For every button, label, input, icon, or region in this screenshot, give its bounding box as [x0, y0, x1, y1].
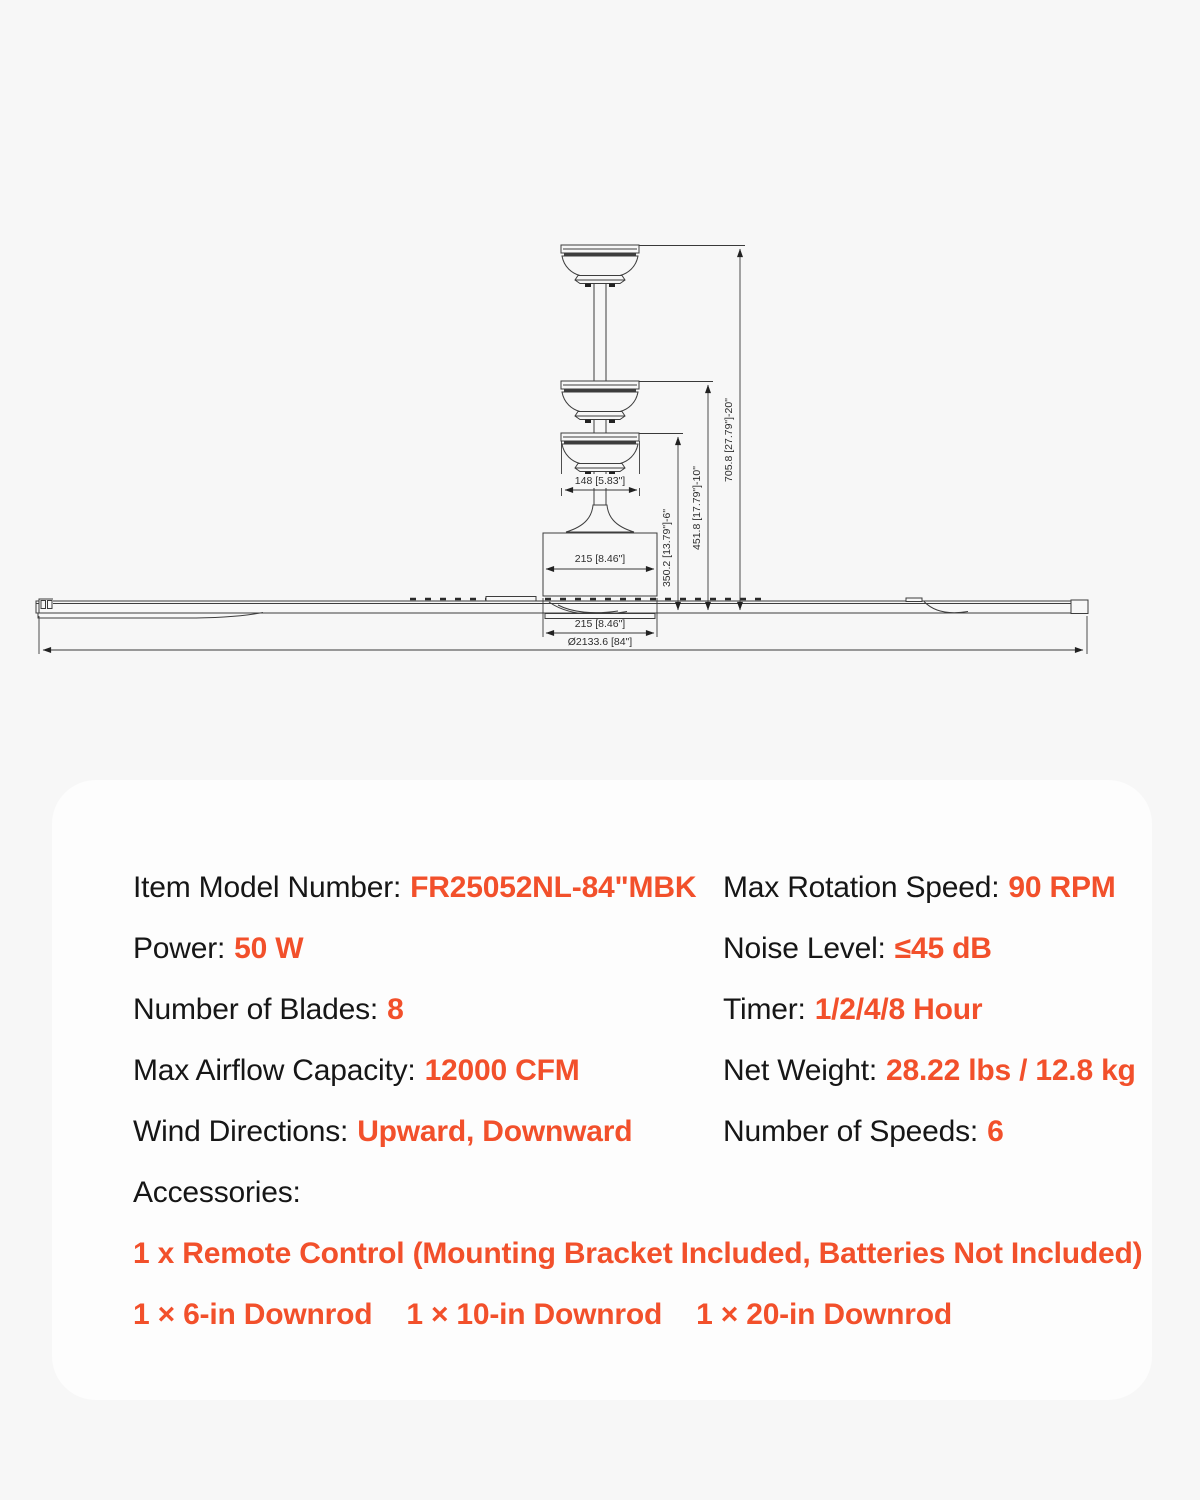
- dim-drop-6in: 350.2 [13.79"]-6": [661, 508, 673, 588]
- accessory-downrod-20in: 1 × 20-in Downrod: [696, 1297, 952, 1331]
- spec-label: Power:: [133, 931, 226, 965]
- spec-wind-directions: [133, 1101, 723, 1162]
- dim-drop-heights: [639, 246, 745, 611]
- spec-max-airflow: [133, 1040, 723, 1101]
- dim-blade-sweep: [39, 616, 1087, 654]
- spec-value: 12000 CFM: [424, 1053, 580, 1087]
- spec-value: Upward, Downward: [357, 1114, 633, 1148]
- spec-label: Number of Blades:: [133, 992, 379, 1026]
- spec-timer: [723, 979, 1142, 1040]
- spec-item-model-number: [133, 857, 723, 918]
- spec-label: Noise Level:: [723, 931, 886, 965]
- accessory-remote-control: 1 x Remote Control (Mounting Bracket Included, Batteries Not Included): [133, 1236, 1143, 1270]
- canopy-20in: [561, 245, 639, 287]
- spec-value: 1/2/4/8 Hour: [814, 992, 983, 1026]
- spec-max-rotation-speed: [723, 857, 1142, 918]
- fan-blades: [36, 597, 1088, 619]
- motor-housing: [543, 533, 657, 596]
- svg-text:148 [5.83"]: 148 [5.83"]: [574, 475, 626, 487]
- spec-value: 6: [987, 1114, 1004, 1148]
- dim-drop-10in: 451.8 [17.79"]-10": [691, 466, 703, 550]
- spec-label: Timer:: [723, 992, 806, 1026]
- spec-number-of-speeds: [723, 1101, 1142, 1162]
- spec-grid: [133, 857, 1143, 1345]
- dim-drop-20in: 705.8 [27.79"]-20": [723, 398, 735, 482]
- svg-text:Ø2133.6 [84"]: Ø2133.6 [84"]: [567, 636, 633, 648]
- canopy-10in: [561, 381, 639, 423]
- spec-net-weight: [723, 1040, 1142, 1101]
- spec-label: Max Airflow Capacity:: [133, 1053, 416, 1087]
- spec-label: Net Weight:: [723, 1053, 877, 1087]
- spec-label: Max Rotation Speed:: [723, 870, 1000, 904]
- accessories-heading: [133, 1162, 1142, 1223]
- spec-value: 8: [387, 992, 404, 1026]
- spec-value: 90 RPM: [1008, 870, 1116, 904]
- motor-mount-bell: [566, 505, 634, 532]
- spec-card: [52, 780, 1152, 1400]
- accessory-downrod-10in: 1 × 10-in Downrod: [406, 1297, 663, 1331]
- spec-value: FR25052NL-84"MBK: [410, 870, 697, 904]
- spec-label: Number of Speeds:: [723, 1114, 979, 1148]
- spec-value: 50 W: [234, 931, 304, 965]
- spec-label: Wind Directions:: [133, 1114, 349, 1148]
- spec-power: [133, 918, 723, 979]
- spec-label: Item Model Number:: [133, 870, 402, 904]
- spec-value: 28.22 lbs / 12.8 kg: [885, 1053, 1136, 1087]
- canopy-6in: [561, 433, 639, 475]
- spec-label: Accessories:: [133, 1175, 301, 1209]
- accessory-downrods: [133, 1284, 1142, 1345]
- svg-text:215 [8.46"]: 215 [8.46"]: [574, 618, 626, 630]
- spec-number-of-blades: [133, 979, 723, 1040]
- spec-value: ≤45 dB: [894, 931, 992, 965]
- dim-motor-width: 215 [8.46"]: [574, 553, 626, 565]
- spec-noise-level: [723, 918, 1142, 979]
- accessory-downrod-6in: 1 × 6-in Downrod: [133, 1297, 373, 1331]
